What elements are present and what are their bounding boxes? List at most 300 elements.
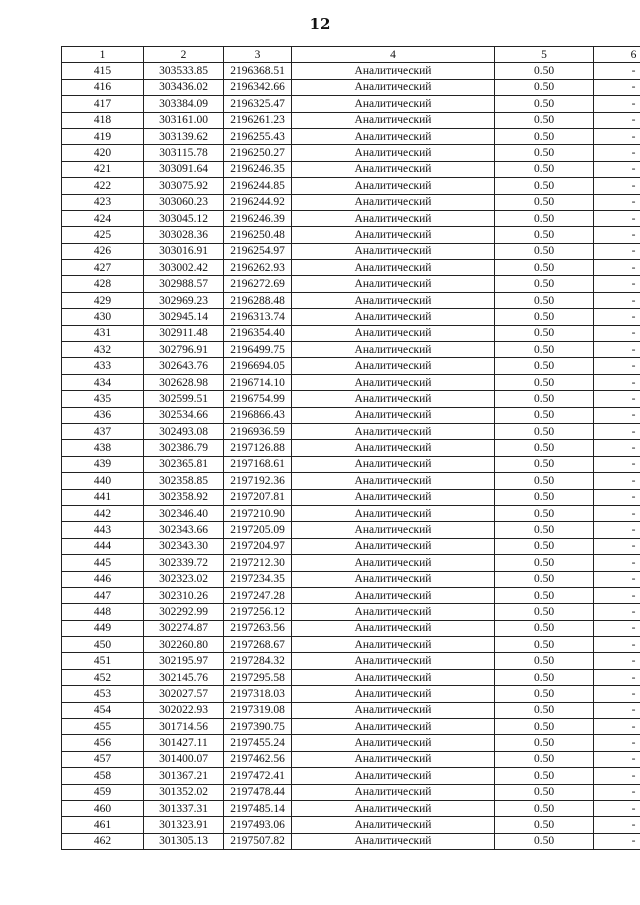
note-cell: - — [594, 637, 640, 653]
accuracy-cell: 0.50 — [495, 342, 594, 358]
x-coordinate-cell: 302339.72 — [144, 555, 224, 571]
x-coordinate-cell: 302274.87 — [144, 620, 224, 636]
point-number-cell: 431 — [62, 325, 144, 341]
note-cell: - — [594, 325, 640, 341]
note-cell: - — [594, 178, 640, 194]
table-row — [62, 686, 640, 702]
accuracy-cell: 0.50 — [495, 194, 594, 210]
x-coordinate-cell: 302358.92 — [144, 489, 224, 505]
method-cell: Аналитический — [292, 637, 495, 653]
x-coordinate-cell: 301323.91 — [144, 817, 224, 833]
point-number-cell: 451 — [62, 653, 144, 669]
method-cell: Аналитический — [292, 194, 495, 210]
note-cell: - — [594, 423, 640, 439]
y-coordinate-cell: 2196754.99 — [224, 391, 292, 407]
x-coordinate-cell: 303075.92 — [144, 178, 224, 194]
note-cell: - — [594, 702, 640, 718]
note-cell: - — [594, 161, 640, 177]
x-coordinate-cell: 301352.02 — [144, 784, 224, 800]
point-number-cell: 434 — [62, 374, 144, 390]
table-row — [62, 178, 640, 194]
y-coordinate-cell: 2196250.48 — [224, 227, 292, 243]
note-cell: - — [594, 538, 640, 554]
x-coordinate-cell: 302945.14 — [144, 309, 224, 325]
table-row — [62, 456, 640, 472]
table-row — [62, 538, 640, 554]
accuracy-cell: 0.50 — [495, 325, 594, 341]
note-cell: - — [594, 571, 640, 587]
accuracy-cell: 0.50 — [495, 637, 594, 653]
accuracy-cell: 0.50 — [495, 210, 594, 226]
x-coordinate-cell: 302343.66 — [144, 522, 224, 538]
table-row — [62, 833, 640, 849]
accuracy-cell: 0.50 — [495, 784, 594, 800]
point-number-cell: 452 — [62, 669, 144, 685]
table-row — [62, 604, 640, 620]
accuracy-cell: 0.50 — [495, 407, 594, 423]
accuracy-cell: 0.50 — [495, 571, 594, 587]
y-coordinate-cell: 2196866.43 — [224, 407, 292, 423]
note-cell: - — [594, 719, 640, 735]
note-cell: - — [594, 686, 640, 702]
y-coordinate-cell: 2196342.66 — [224, 79, 292, 95]
accuracy-cell: 0.50 — [495, 358, 594, 374]
y-coordinate-cell: 2196272.69 — [224, 276, 292, 292]
point-number-cell: 419 — [62, 128, 144, 144]
accuracy-cell: 0.50 — [495, 669, 594, 685]
method-cell: Аналитический — [292, 423, 495, 439]
y-coordinate-cell: 2196261.23 — [224, 112, 292, 128]
point-number-cell: 442 — [62, 505, 144, 521]
note-cell: - — [594, 473, 640, 489]
x-coordinate-cell: 302534.66 — [144, 407, 224, 423]
accuracy-cell: 0.50 — [495, 604, 594, 620]
table-row — [62, 358, 640, 374]
column-header: 4 — [292, 47, 495, 63]
accuracy-cell: 0.50 — [495, 63, 594, 79]
x-coordinate-cell: 303436.02 — [144, 79, 224, 95]
x-coordinate-cell: 302911.48 — [144, 325, 224, 341]
table-row — [62, 63, 640, 79]
point-number-cell: 421 — [62, 161, 144, 177]
x-coordinate-cell: 302493.08 — [144, 423, 224, 439]
point-number-cell: 430 — [62, 309, 144, 325]
table-row — [62, 227, 640, 243]
y-coordinate-cell: 2197295.58 — [224, 669, 292, 685]
table-row — [62, 473, 640, 489]
point-number-cell: 460 — [62, 800, 144, 816]
accuracy-cell: 0.50 — [495, 374, 594, 390]
table-body — [62, 63, 640, 850]
point-number-cell: 432 — [62, 342, 144, 358]
page-number: 12 — [309, 15, 331, 33]
y-coordinate-cell: 2197462.56 — [224, 751, 292, 767]
note-cell: - — [594, 735, 640, 751]
y-coordinate-cell: 2197390.75 — [224, 719, 292, 735]
x-coordinate-cell: 301337.31 — [144, 800, 224, 816]
y-coordinate-cell: 2197472.41 — [224, 768, 292, 784]
x-coordinate-cell: 302988.57 — [144, 276, 224, 292]
y-coordinate-cell: 2197256.12 — [224, 604, 292, 620]
method-cell: Аналитический — [292, 784, 495, 800]
point-number-cell: 422 — [62, 178, 144, 194]
table-row — [62, 800, 640, 816]
method-cell: Аналитический — [292, 800, 495, 816]
method-cell: Аналитический — [292, 260, 495, 276]
note-cell: - — [594, 653, 640, 669]
y-coordinate-cell: 2196325.47 — [224, 96, 292, 112]
note-cell: - — [594, 587, 640, 603]
y-coordinate-cell: 2196714.10 — [224, 374, 292, 390]
table-row — [62, 817, 640, 833]
y-coordinate-cell: 2197212.30 — [224, 555, 292, 571]
method-cell: Аналитический — [292, 653, 495, 669]
point-number-cell: 437 — [62, 423, 144, 439]
point-number-cell: 447 — [62, 587, 144, 603]
y-coordinate-cell: 2197319.08 — [224, 702, 292, 718]
accuracy-cell: 0.50 — [495, 719, 594, 735]
point-number-cell: 427 — [62, 260, 144, 276]
point-number-cell: 420 — [62, 145, 144, 161]
table-header-row — [62, 47, 640, 63]
accuracy-cell: 0.50 — [495, 653, 594, 669]
x-coordinate-cell: 302643.76 — [144, 358, 224, 374]
point-number-cell: 435 — [62, 391, 144, 407]
table-row — [62, 391, 640, 407]
table-row — [62, 276, 640, 292]
point-number-cell: 462 — [62, 833, 144, 849]
method-cell: Аналитический — [292, 145, 495, 161]
table-row — [62, 735, 640, 751]
method-cell: Аналитический — [292, 79, 495, 95]
table-row — [62, 79, 640, 95]
accuracy-cell: 0.50 — [495, 505, 594, 521]
x-coordinate-cell: 302386.79 — [144, 440, 224, 456]
x-coordinate-cell: 302260.80 — [144, 637, 224, 653]
note-cell: - — [594, 128, 640, 144]
x-coordinate-cell: 303060.23 — [144, 194, 224, 210]
column-header: 2 — [144, 47, 224, 63]
method-cell: Аналитический — [292, 538, 495, 554]
table-row — [62, 407, 640, 423]
y-coordinate-cell: 2196288.48 — [224, 292, 292, 308]
table-row — [62, 309, 640, 325]
note-cell: - — [594, 620, 640, 636]
y-coordinate-cell: 2196255.43 — [224, 128, 292, 144]
method-cell: Аналитический — [292, 112, 495, 128]
method-cell: Аналитический — [292, 473, 495, 489]
point-number-cell: 449 — [62, 620, 144, 636]
method-cell: Аналитический — [292, 833, 495, 849]
point-number-cell: 461 — [62, 817, 144, 833]
y-coordinate-cell: 2197205.09 — [224, 522, 292, 538]
y-coordinate-cell: 2196246.35 — [224, 161, 292, 177]
x-coordinate-cell: 302969.23 — [144, 292, 224, 308]
note-cell: - — [594, 555, 640, 571]
y-coordinate-cell: 2196354.40 — [224, 325, 292, 341]
y-coordinate-cell: 2197493.06 — [224, 817, 292, 833]
accuracy-cell: 0.50 — [495, 817, 594, 833]
accuracy-cell: 0.50 — [495, 227, 594, 243]
accuracy-cell: 0.50 — [495, 178, 594, 194]
note-cell: - — [594, 342, 640, 358]
method-cell: Аналитический — [292, 522, 495, 538]
table-row — [62, 292, 640, 308]
note-cell: - — [594, 833, 640, 849]
point-number-cell: 439 — [62, 456, 144, 472]
note-cell: - — [594, 292, 640, 308]
y-coordinate-cell: 2197318.03 — [224, 686, 292, 702]
x-coordinate-cell: 302022.93 — [144, 702, 224, 718]
accuracy-cell: 0.50 — [495, 489, 594, 505]
table-row — [62, 128, 640, 144]
point-number-cell: 454 — [62, 702, 144, 718]
table-row — [62, 374, 640, 390]
y-coordinate-cell: 2196499.75 — [224, 342, 292, 358]
method-cell: Аналитический — [292, 817, 495, 833]
x-coordinate-cell: 303028.36 — [144, 227, 224, 243]
y-coordinate-cell: 2196262.93 — [224, 260, 292, 276]
accuracy-cell: 0.50 — [495, 620, 594, 636]
accuracy-cell: 0.50 — [495, 587, 594, 603]
method-cell: Аналитический — [292, 555, 495, 571]
x-coordinate-cell: 301367.21 — [144, 768, 224, 784]
accuracy-cell: 0.50 — [495, 686, 594, 702]
note-cell: - — [594, 227, 640, 243]
note-cell: - — [594, 407, 640, 423]
point-number-cell: 456 — [62, 735, 144, 751]
note-cell: - — [594, 194, 640, 210]
y-coordinate-cell: 2197168.61 — [224, 456, 292, 472]
note-cell: - — [594, 243, 640, 259]
table-row — [62, 571, 640, 587]
method-cell: Аналитический — [292, 768, 495, 784]
method-cell: Аналитический — [292, 489, 495, 505]
point-number-cell: 425 — [62, 227, 144, 243]
table-row — [62, 637, 640, 653]
point-number-cell: 455 — [62, 719, 144, 735]
table-row — [62, 751, 640, 767]
point-number-cell: 450 — [62, 637, 144, 653]
note-cell: - — [594, 800, 640, 816]
x-coordinate-cell: 302796.91 — [144, 342, 224, 358]
table-row — [62, 342, 640, 358]
method-cell: Аналитический — [292, 735, 495, 751]
method-cell: Аналитический — [292, 161, 495, 177]
table-row — [62, 210, 640, 226]
method-cell: Аналитический — [292, 276, 495, 292]
point-number-cell: 417 — [62, 96, 144, 112]
x-coordinate-cell: 303139.62 — [144, 128, 224, 144]
point-number-cell: 441 — [62, 489, 144, 505]
accuracy-cell: 0.50 — [495, 309, 594, 325]
table-row — [62, 702, 640, 718]
accuracy-cell: 0.50 — [495, 260, 594, 276]
method-cell: Аналитический — [292, 702, 495, 718]
table-row — [62, 145, 640, 161]
note-cell: - — [594, 96, 640, 112]
method-cell: Аналитический — [292, 440, 495, 456]
x-coordinate-cell: 302628.98 — [144, 374, 224, 390]
method-cell: Аналитический — [292, 686, 495, 702]
point-number-cell: 436 — [62, 407, 144, 423]
y-coordinate-cell: 2197263.56 — [224, 620, 292, 636]
point-number-cell: 418 — [62, 112, 144, 128]
method-cell: Аналитический — [292, 374, 495, 390]
note-cell: - — [594, 358, 640, 374]
x-coordinate-cell: 302358.85 — [144, 473, 224, 489]
method-cell: Аналитический — [292, 505, 495, 521]
point-number-cell: 416 — [62, 79, 144, 95]
note-cell: - — [594, 604, 640, 620]
method-cell: Аналитический — [292, 391, 495, 407]
table-row — [62, 784, 640, 800]
accuracy-cell: 0.50 — [495, 243, 594, 259]
accuracy-cell: 0.50 — [495, 456, 594, 472]
point-number-cell: 428 — [62, 276, 144, 292]
accuracy-cell: 0.50 — [495, 735, 594, 751]
point-number-cell: 458 — [62, 768, 144, 784]
accuracy-cell: 0.50 — [495, 276, 594, 292]
x-coordinate-cell: 301714.56 — [144, 719, 224, 735]
note-cell: - — [594, 784, 640, 800]
table-row — [62, 522, 640, 538]
method-cell: Аналитический — [292, 325, 495, 341]
column-header: 1 — [62, 47, 144, 63]
method-cell: Аналитический — [292, 571, 495, 587]
x-coordinate-cell: 302292.99 — [144, 604, 224, 620]
method-cell: Аналитический — [292, 407, 495, 423]
point-number-cell: 429 — [62, 292, 144, 308]
x-coordinate-cell: 303002.42 — [144, 260, 224, 276]
y-coordinate-cell: 2197210.90 — [224, 505, 292, 521]
y-coordinate-cell: 2197485.14 — [224, 800, 292, 816]
note-cell: - — [594, 768, 640, 784]
y-coordinate-cell: 2196244.92 — [224, 194, 292, 210]
y-coordinate-cell: 2197126.88 — [224, 440, 292, 456]
accuracy-cell: 0.50 — [495, 702, 594, 718]
accuracy-cell: 0.50 — [495, 292, 594, 308]
y-coordinate-cell: 2197204.97 — [224, 538, 292, 554]
x-coordinate-cell: 302599.51 — [144, 391, 224, 407]
note-cell: - — [594, 669, 640, 685]
y-coordinate-cell: 2197284.32 — [224, 653, 292, 669]
table-row — [62, 587, 640, 603]
accuracy-cell: 0.50 — [495, 79, 594, 95]
x-coordinate-cell: 302365.81 — [144, 456, 224, 472]
accuracy-cell: 0.50 — [495, 161, 594, 177]
method-cell: Аналитический — [292, 96, 495, 112]
point-number-cell: 415 — [62, 63, 144, 79]
note-cell: - — [594, 210, 640, 226]
note-cell: - — [594, 440, 640, 456]
x-coordinate-cell: 301427.11 — [144, 735, 224, 751]
column-header: 6 — [594, 47, 640, 63]
note-cell: - — [594, 145, 640, 161]
y-coordinate-cell: 2196936.59 — [224, 423, 292, 439]
point-number-cell: 426 — [62, 243, 144, 259]
y-coordinate-cell: 2196250.27 — [224, 145, 292, 161]
point-number-cell: 448 — [62, 604, 144, 620]
point-number-cell: 440 — [62, 473, 144, 489]
method-cell: Аналитический — [292, 63, 495, 79]
point-number-cell: 438 — [62, 440, 144, 456]
point-number-cell: 444 — [62, 538, 144, 554]
table-row — [62, 620, 640, 636]
y-coordinate-cell: 2197192.36 — [224, 473, 292, 489]
table-row — [62, 325, 640, 341]
y-coordinate-cell: 2197207.81 — [224, 489, 292, 505]
coordinates-table — [61, 46, 640, 850]
x-coordinate-cell: 302195.97 — [144, 653, 224, 669]
x-coordinate-cell: 302310.26 — [144, 587, 224, 603]
column-header: 3 — [224, 47, 292, 63]
table-row — [62, 440, 640, 456]
x-coordinate-cell: 303045.12 — [144, 210, 224, 226]
note-cell: - — [594, 79, 640, 95]
table-row — [62, 96, 640, 112]
accuracy-cell: 0.50 — [495, 522, 594, 538]
y-coordinate-cell: 2196254.97 — [224, 243, 292, 259]
table-row — [62, 555, 640, 571]
x-coordinate-cell: 302145.76 — [144, 669, 224, 685]
point-number-cell: 453 — [62, 686, 144, 702]
y-coordinate-cell: 2197455.24 — [224, 735, 292, 751]
note-cell: - — [594, 260, 640, 276]
accuracy-cell: 0.50 — [495, 833, 594, 849]
note-cell: - — [594, 63, 640, 79]
accuracy-cell: 0.50 — [495, 391, 594, 407]
y-coordinate-cell: 2197247.28 — [224, 587, 292, 603]
method-cell: Аналитический — [292, 178, 495, 194]
method-cell: Аналитический — [292, 358, 495, 374]
table-row — [62, 489, 640, 505]
point-number-cell: 457 — [62, 751, 144, 767]
point-number-cell: 424 — [62, 210, 144, 226]
accuracy-cell: 0.50 — [495, 538, 594, 554]
method-cell: Аналитический — [292, 342, 495, 358]
accuracy-cell: 0.50 — [495, 800, 594, 816]
note-cell: - — [594, 751, 640, 767]
y-coordinate-cell: 2196246.39 — [224, 210, 292, 226]
method-cell: Аналитический — [292, 227, 495, 243]
table-row — [62, 719, 640, 735]
table-row — [62, 260, 640, 276]
table-row — [62, 194, 640, 210]
table-row — [62, 505, 640, 521]
method-cell: Аналитический — [292, 620, 495, 636]
table-row — [62, 243, 640, 259]
method-cell: Аналитический — [292, 719, 495, 735]
note-cell: - — [594, 817, 640, 833]
x-coordinate-cell: 302346.40 — [144, 505, 224, 521]
note-cell: - — [594, 489, 640, 505]
x-coordinate-cell: 302343.30 — [144, 538, 224, 554]
table-row — [62, 669, 640, 685]
point-number-cell: 459 — [62, 784, 144, 800]
method-cell: Аналитический — [292, 309, 495, 325]
point-number-cell: 433 — [62, 358, 144, 374]
method-cell: Аналитический — [292, 751, 495, 767]
x-coordinate-cell: 303091.64 — [144, 161, 224, 177]
point-number-cell: 423 — [62, 194, 144, 210]
method-cell: Аналитический — [292, 243, 495, 259]
table-row — [62, 653, 640, 669]
method-cell: Аналитический — [292, 604, 495, 620]
point-number-cell: 445 — [62, 555, 144, 571]
method-cell: Аналитический — [292, 669, 495, 685]
table-row — [62, 423, 640, 439]
